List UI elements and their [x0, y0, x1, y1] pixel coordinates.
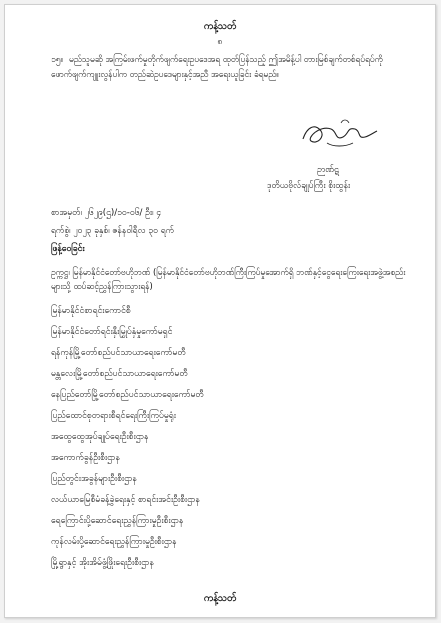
footer-classification: ကန့်သတ် [203, 593, 237, 604]
list-item: ပြည်ထောင်စုတရားစီရင်ရေးကြီးကြပ်မှုရုံး [51, 411, 176, 421]
reference-date: ရက်စွဲ၊ ၂၀၂၃ ခုနှစ်၊ ဇန်နဝါရီလ ၃၀ ရက် [51, 226, 175, 236]
list-item: မြန်မာနိုင်ငံတော်ရင်းနှီးမြှုပ်နှံမှုကော်မရှင် [51, 327, 173, 337]
list-item: အကောက်ခွန်ဦးစီးဌာန [51, 453, 120, 463]
list-item: အထွေထွေအုပ်ချုပ်ရေးဦးစီးဌာန [51, 432, 149, 442]
reference-number: စာအမှတ်၊ ၂၆၂၉(ဌ)/၁၀-၀၆/ ဦး၊ ၄ [51, 208, 162, 218]
list-item: နေပြည်တော်မြို့တော်စည်ပင်သာယာရေးကော်မတီ [51, 390, 204, 400]
list-item: မန္တလေးမြို့တော်စည်ပင်သာယာရေးကော်မတီ [51, 369, 188, 379]
signer-title: ဒုတိယဗိုလ်ချုပ်ကြီး စိုးထွန်း [267, 181, 351, 191]
page-number: ၈ [217, 37, 223, 47]
list-item: မြို့ရွာနှင့် အိုးအိမ်ဖွံ့ဖြိုးရေးဦးစီးဌာန [51, 558, 154, 568]
paragraph-15 [51, 52, 417, 82]
paragraph-text: မည်သူမဆို အကြမ်းဖက်မှုတိုက်ဖျက်ရေးဥပဒေအရ ထုတ်ပြန်သည့် ဤအမိန့်ပါ တားမြစ်ချက်တစ်ရပ်ရပ်ကို ဖောက်ဖျက်ကျူးလွန်ပါက တည်ဆဲဥပဒေများနှင့်အညီ အရေးယူခြင်း ခံရမည်။ [51, 54, 383, 79]
distribution-heading: ဖြန့်ဝေခြင်း [51, 244, 85, 254]
document-page [4, 4, 436, 618]
list-item: လယ်ယာမြေစီမံခန့်ခွဲရေးနှင့် စာရင်းအင်းဦးစီးဌာန [51, 495, 200, 505]
list-item: ပြည်တွင်းအခွန်များဦးစီးဌာန [51, 474, 137, 484]
list-item: ကုန်လမ်းပို့ဆောင်ရေးညွှန်ကြားမှုဦးစီးဌာန [51, 537, 177, 547]
list-item: မြန်မာနိုင်ငံစာရင်းကောင်စီ [51, 306, 131, 316]
list-item: ဥက္ကဋ္ဌ၊ မြန်မာနိုင်ငံတော်ဗဟိုဘဏ် (မြန်မာနိုင်ငံတော်ဗဟိုဘဏ်ကြီးကြပ်မှုအောက်ရှိ ဘဏ်နှင့်ငွေရေးကြေးရေးအဖွဲ့အစည်းများသို့ ထပ်ဆင့်ညွှန်ကြားသွားရန်) [51, 267, 406, 291]
signer-name: ဉာဏ်ဋ [317, 165, 339, 175]
paragraph-number: ၁၅။ [51, 54, 63, 64]
signature-mark [297, 113, 381, 153]
list-item: ရေကြောင်းပို့ဆောင်ရေးညွှန်ကြားမှုဦးစီးဌာန [51, 516, 184, 526]
header-classification: ကန့်သတ် [203, 21, 237, 32]
list-item: ရန်ကုန်မြို့တော်စည်ပင်သာယာရေးကော်မတီ [51, 348, 186, 358]
